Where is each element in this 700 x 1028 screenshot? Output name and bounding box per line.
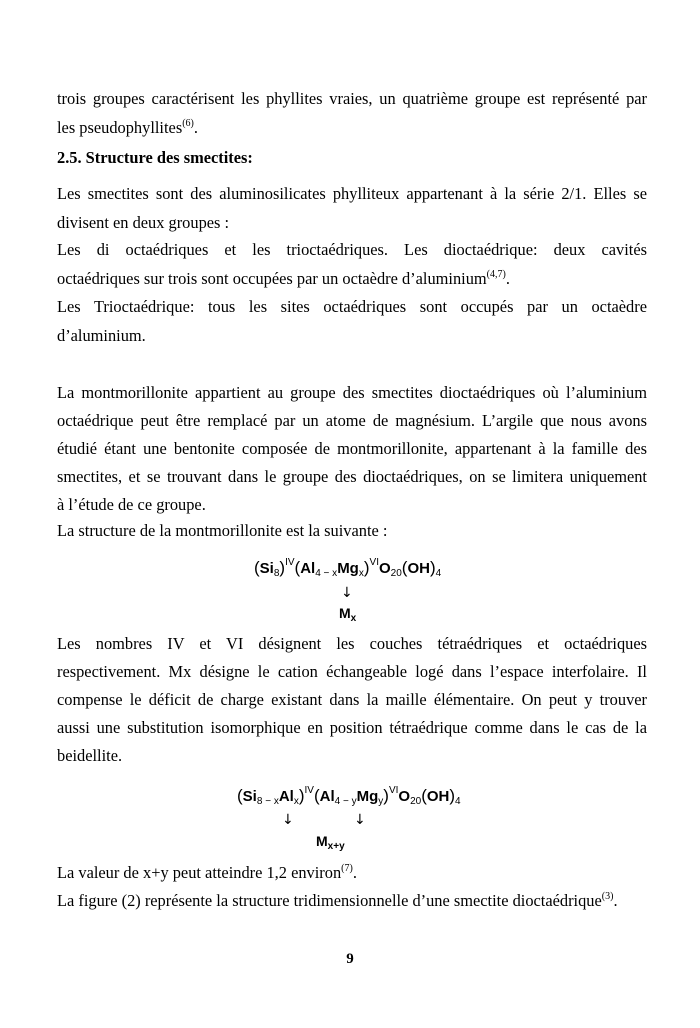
text-span: . <box>193 118 198 137</box>
page-number: 9 <box>346 951 354 967</box>
text-span: La figure (2) représente la structure tridimensionnelle d’une smectite dioctaédrique <box>57 891 602 910</box>
paren: ) <box>429 558 436 577</box>
exchangeable-cation-label <box>316 832 345 850</box>
cation-symbol: M <box>316 833 328 849</box>
subscript: 4 <box>455 796 461 807</box>
element-si: Si <box>242 788 257 805</box>
subscript: 4 <box>435 568 442 579</box>
text-line: aussi une substitution isomorphique en position tétraédrique comme dans le cas de la <box>57 718 647 737</box>
paren: ) <box>383 786 389 805</box>
paren: ) <box>298 786 305 805</box>
hydroxyl: OH <box>426 788 450 805</box>
text-line: divisent en deux groupes : <box>57 213 230 232</box>
subscript: x <box>358 568 364 579</box>
down-arrow-icon: ↓ <box>282 812 294 828</box>
text-line: smectites, et se trouvant dans le groupe des dioctaédriques, on se limitera uniquement <box>57 467 647 486</box>
element-al: Al <box>300 560 316 577</box>
reference-superscript: (4,7) <box>486 268 506 280</box>
subscript: 8 − x <box>256 796 279 807</box>
text-line: octaédrique peut être remplacé par un atome de magnésium. L’argile que nous avons <box>57 411 647 430</box>
layer-superscript: VI <box>369 557 379 568</box>
subscript: 20 <box>390 568 402 579</box>
text-span: les pseudophyllites <box>57 118 183 137</box>
subscript: 20 <box>410 796 422 807</box>
element-o: O <box>398 788 411 805</box>
exchangeable-cation-label <box>339 604 356 622</box>
subscript: x <box>350 613 357 624</box>
paren: ( <box>294 558 301 577</box>
subscript: x+y <box>327 841 345 852</box>
text-line: étudié étant une bentonite composée de montmorillonite, appartenant à la famille des <box>57 439 647 458</box>
text-span: La valeur de x+y peut atteindre 1,2 environ <box>57 863 342 882</box>
element-al: Al <box>278 788 294 805</box>
section-heading: 2.5. Structure des smectites: <box>57 148 253 167</box>
paren: ) <box>449 786 456 805</box>
text-line <box>57 891 647 911</box>
text-line: La structure de la montmorillonite est la suivante : <box>57 521 388 540</box>
layer-superscript: IV <box>285 557 295 568</box>
text-line <box>57 118 647 138</box>
text-span: . <box>352 863 357 882</box>
reference-superscript: (3) <box>601 890 614 902</box>
layer-superscript: IV <box>304 785 314 796</box>
text-line: d’aluminium. <box>57 326 146 345</box>
element-si: Si <box>259 560 274 577</box>
text-span: . <box>505 269 510 288</box>
down-arrow-icon: ↓ <box>354 812 366 828</box>
element-al: Al <box>319 788 335 805</box>
text-span: . <box>613 891 618 910</box>
text-line: Les smectites sont des aluminosilicates phylliteux appartenant à la série 2/1. Elles se <box>57 184 647 203</box>
paren: ) <box>363 558 370 577</box>
text-line <box>57 863 647 883</box>
montmorillonite-formula <box>254 558 441 579</box>
beidellite-formula <box>237 786 461 807</box>
text-line: respectivement. Mx désigne le cation échangeable logé dans l’espace interfolaire. Il <box>57 662 647 681</box>
text-line: beidellite. <box>57 746 123 765</box>
subscript: 8 <box>273 568 280 579</box>
subscript: y <box>378 796 384 807</box>
paren: ) <box>279 558 286 577</box>
text-line: Les nombres IV et VI désignent les couches tétraédriques et octaédriques <box>57 634 647 653</box>
cation-symbol: M <box>339 605 351 621</box>
text-line: La montmorillonite appartient au groupe des smectites dioctaédriques où l’aluminium <box>57 383 647 402</box>
reference-superscript: (6) <box>182 117 194 129</box>
text-line: Les Trioctaédrique: tous les sites octaédriques sont occupés par un octaèdre <box>57 297 647 316</box>
paren: ( <box>313 786 320 805</box>
subscript: 4 − x <box>315 568 338 579</box>
text-line <box>57 269 647 289</box>
text-line: Les di octaédriques et les trioctaédriques. Les dioctaédrique: deux cavités <box>57 240 647 259</box>
text-line: compense le déficit de charge existant dans la maille élémentaire. On peut y trouver <box>57 690 647 709</box>
element-mg: Mg <box>337 560 359 577</box>
paren: ( <box>254 558 260 577</box>
text-span: octaédriques sur trois sont occupées par un octaèdre d’aluminium <box>57 269 487 288</box>
subscript: 4 − y <box>334 796 357 807</box>
element-mg: Mg <box>356 788 379 805</box>
text-line: trois groupes caractérisent les phyllites vraies, un quatrième groupe est représenté par <box>57 89 647 108</box>
down-arrow-icon: ↓ <box>341 585 353 601</box>
reference-superscript: (7) <box>341 862 353 874</box>
element-o: O <box>378 560 391 577</box>
hydroxyl: OH <box>407 560 430 577</box>
paren: ( <box>421 786 427 805</box>
paren: ( <box>237 786 243 805</box>
paren: ( <box>401 558 408 577</box>
text-line: à l’étude de ce groupe. <box>57 495 206 514</box>
subscript: x <box>293 796 299 807</box>
layer-superscript: VI <box>388 785 399 796</box>
